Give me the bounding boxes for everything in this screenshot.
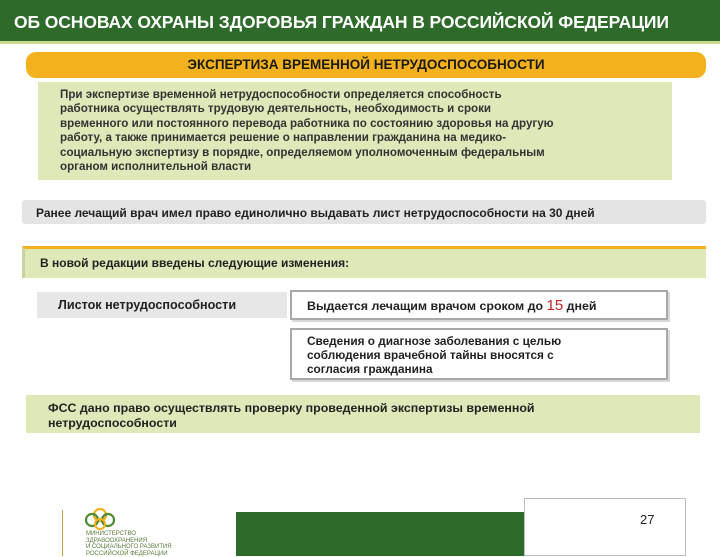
definition-line: органом исполнительной власти	[60, 160, 665, 174]
definition-line: временного или постоянного перевода работника по состоянию здоровья на другую	[60, 117, 665, 131]
issued-days-number: 15	[546, 297, 563, 314]
ministry-line: МИНИСТЕРСТВО	[86, 531, 196, 538]
issued-suffix: дней	[567, 299, 597, 313]
footer-green-bar	[236, 512, 524, 556]
page-number: 27	[640, 512, 654, 527]
definition-line: социальную экспертизу в порядке, определяемом уполномоченным федеральным	[60, 146, 665, 160]
ministry-line: И СОЦИАЛЬНОГО РАЗВИТИЯ	[86, 544, 196, 551]
page-number-box	[524, 498, 686, 556]
fss-line: нетрудоспособности	[48, 416, 668, 431]
ministry-name	[86, 531, 196, 557]
definition-line: работу, а также принимается решение о направлении гражданина на медико-	[60, 131, 665, 145]
ministry-line: ЗДРАВООХРАНЕНИЯ	[86, 538, 196, 545]
ministry-logo-icon	[82, 505, 118, 531]
previous-rule-text: Ранее лечащий врач имел право единолично выдавать лист нетрудоспособности на 30 дней	[36, 206, 595, 220]
issued-prefix: Выдается лечащим врачом сроком до	[307, 299, 543, 313]
definition-text	[60, 88, 665, 174]
issued-period-text	[307, 297, 596, 314]
changes-intro-text: В новой редакции введены следующие изменения:	[40, 256, 349, 270]
section-header: ЭКСПЕРТИЗА ВРЕМЕННОЙ НЕТРУДОСПОСОБНОСТИ	[26, 57, 706, 72]
ministry-line: РОССИЙСКОЙ ФЕДЕРАЦИИ	[86, 551, 196, 557]
slide-title: ОБ ОСНОВАХ ОХРАНЫ ЗДОРОВЬЯ ГРАЖДАН В РОССИЙСКОЙ ФЕДЕРАЦИИ	[14, 12, 714, 33]
sheet-label: Листок нетрудоспособности	[58, 298, 236, 312]
fss-text	[48, 401, 668, 430]
definition-line: работника осуществлять трудовую деятельность, необходимость и сроки	[60, 102, 665, 116]
fss-line: ФСС дано право осуществлять проверку проведенной экспертизы временной	[48, 401, 668, 416]
diagnosis-line: Сведения о диагнозе заболевания с целью	[307, 334, 647, 348]
diagnosis-text	[307, 334, 647, 376]
diagnosis-line: согласия гражданина	[307, 362, 647, 376]
footer-divider	[62, 510, 63, 556]
definition-line: При экспертизе временной нетрудоспособности определяется способность	[60, 88, 665, 102]
diagnosis-line: соблюдения врачебной тайны вносятся с	[307, 348, 647, 362]
